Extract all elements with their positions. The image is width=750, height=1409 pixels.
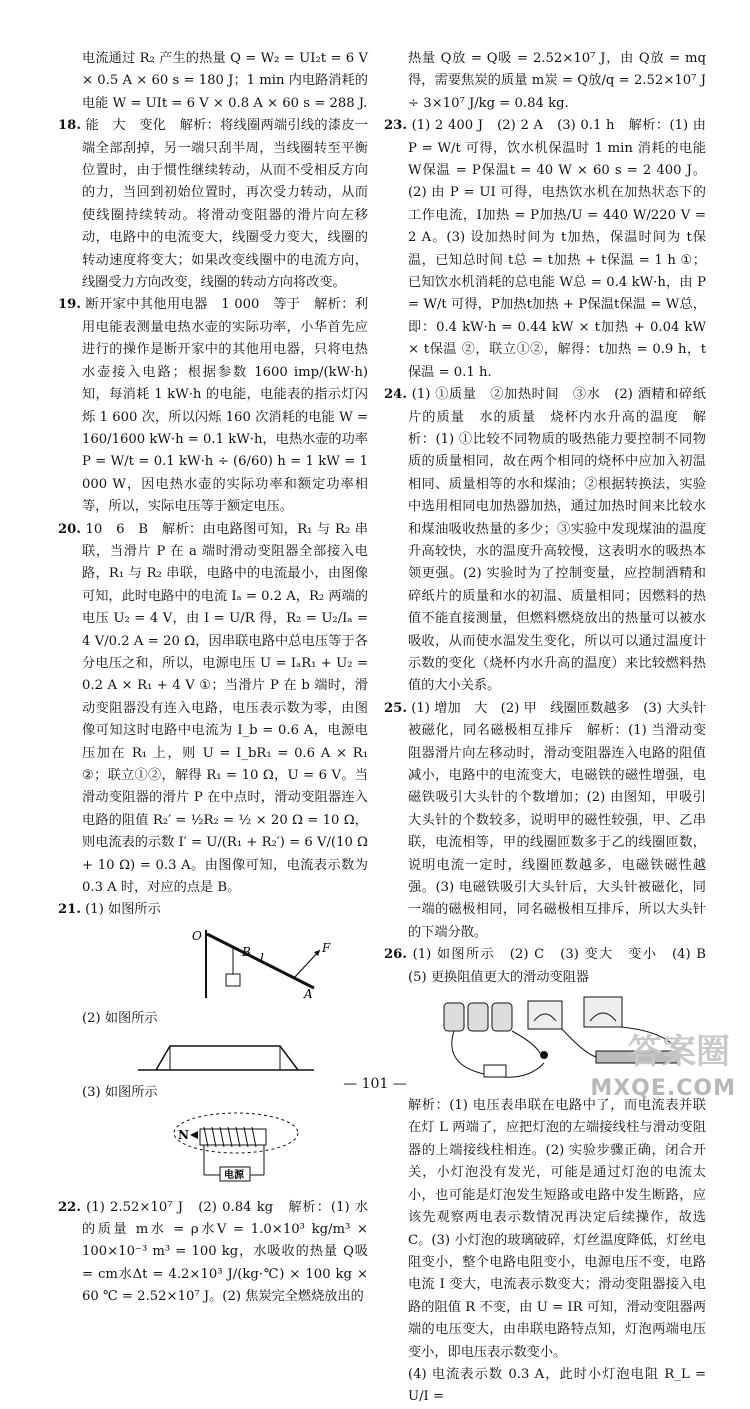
force-f-label: F — [322, 940, 331, 955]
watermark: MXQE.COM — [590, 1076, 736, 1101]
answer-text: 能 大 变化 解析：将线圈两端引线的漆皮一端全部刮掉，另一端只刮半周，当线圈转至平衡位置时，由于惯性继续转动，从而不受相反方向的力，当回到初始位置时，再次受力转动，从而使线圈持续转动。将滑动变阻器的滑片向左移动，电路中的电流变大，线圈受力变大，线圈的转动速度将变大；如果改变线圈中的电流方向，线圈受力方向改变，线圈的转动方向将改变。 — [82, 118, 368, 291]
answer-text: 断开家中其他用电器 1 000 等于 解析：利用电能表测量电热水壶的实际功率，小华首先应进行的操作是断开家中的其他用电器，只将电热水壶接入电路；根据参数 1600 imp/(kW·h) 知，每消耗 1 kW·h 的电能，电能表的指示灯闪烁 1 600 次，所以闪烁 160 次消耗的电能 W = 160/1600 kW·h = 0.1 kW·h，电热水壶的功率 P = W/t = 0.1 kW·h ÷ (6/60) h = 1 kW = 1 000 W，因电热水壶的实际功率和额定功率相等，所以，实际电压等于额定电压。 — [82, 297, 368, 515]
answer-text: (1) 如图所示 — [85, 902, 161, 918]
answer-21-3: (3) 如图所示 — [82, 1085, 158, 1101]
lever-arm-label: l — [260, 950, 264, 965]
question-number: 18. — [58, 118, 81, 134]
question-number: 25. — [384, 700, 407, 716]
answer-19 — [58, 294, 368, 518]
answer-text: (1) 增加 大 (2) 甲 线圈匝数越多 (3) 大头针被磁化，同名磁极相互排斥 解析：(1) 当滑动变阻器滑片向左移动时，滑动变阻器连入电路的阻值减小，电路中的电流变大，电磁铁的磁性增强，电磁铁吸引大头针的个数增加；(2) 由图知，甲吸引大头针的个数较多，说明甲的磁性较强，甲、乙串联，电流相等，甲的线圈匝数多于乙的线圈匝数，说明电流一定时，线圈匝数越多，电磁铁磁性越强。(3) 电磁铁吸引大头针后，大头针被磁化，同一端的磁极相同，同名磁极相互排斥，所以大头针的下端分散。 — [408, 700, 706, 940]
question-number: 26. — [384, 947, 407, 963]
question-number: 24. — [384, 387, 407, 403]
question-number: 19. — [58, 297, 81, 313]
electromagnet-diagram — [58, 1109, 368, 1191]
answer-text: (1) 2.52×10⁷ J (2) 0.84 kg 解析：(1) 水的质量 m水 = ρ水V = 1.0×10³ kg/m³ × 100×10⁻³ m³ = 100 kg，水吸收的热量 Q吸 = cm水Δt = 4.2×10³ J/(kg·℃) × 100 kg × 60 ℃ = 2.52×10⁷ J。(2) 焦炭完全燃烧放出的 — [82, 1199, 369, 1305]
answer-25 — [384, 698, 706, 944]
answer-26 — [384, 944, 720, 989]
bridge-diagram — [58, 1034, 368, 1076]
watermark-logo: 答案圈 — [628, 1032, 730, 1072]
question-number: 22. — [58, 1199, 81, 1215]
point-b-label: B — [242, 944, 251, 959]
point-o-label: O — [192, 928, 202, 943]
answer-20 — [58, 519, 368, 900]
question-number: 20. — [58, 521, 81, 537]
paragraph-cont: 电流通过 R₂ 产生的热量 Q = W₂ = UI₂t = 6 V × 0.5 A × 60 s = 180 J；1 min 内电路消耗的电能 W = UIt = 6 V × 0.8 A × 60 s = 288 J. — [82, 51, 368, 111]
right-column — [384, 48, 720, 1409]
lever-diagram — [58, 926, 368, 1002]
answer-18 — [58, 115, 368, 294]
answer-text: 10 6 B 解析：由电路图可知，R₁ 与 R₂ 串联，当滑片 P 在 a 端时滑动变阻器全部接入电路，R₁ 与 R₂ 串联，电路中的电流最小，由图像可知，此时电路中的电流 Iₐ = 0.2 A，R₂ 两端的电压 U₂ = 4 V，由 I = U/R 得，R₂ = U₂/Iₐ = 4 V/0.2 A = 20 Ω，因串联电路中总电压等于各分电压之和，所以，电源电压 U = IₐR₁ + U₂ = 0.2 A × R₁ + 4 V ①；当滑片 P 在 b 端时，滑动变阻器没有连入电路，电压表示数为零，由图像可知这时电路中电流为 I_b = 0.6 A，电源电压加在 R₁ 上，则 U = I_bR₁ = 0.6 A × R₁ ②；联立①②，解得 R₁ = 10 Ω，U = 6 V。当滑动变阻器的滑片 P 在中点时，滑动变阻器连入电路的阻值 R₂′ = ½R₂ = ½ × 20 Ω = 10 Ω，则电流表的示数 I′ = U/(R₁ + R₂′) = 6 V/(10 Ω + 10 Ω) = 0.3 A。由图像可知，电流表示数为 0.3 A 时，对应的点是 B。 — [82, 521, 368, 896]
answer-text: (1) 如图所示 (2) C (3) 变大 变小 (4) B (5) 更换阻值更大的滑动变阻器 — [408, 947, 720, 985]
answer-26-4: (4) 电流表示数 0.3 A，此时小灯泡电阻 R_L = U/I = — [408, 1366, 706, 1405]
power-source-label: 电源 — [224, 1169, 244, 1181]
question-number: 23. — [384, 118, 407, 134]
answer-21-2: (2) 如图所示 — [82, 1010, 158, 1026]
left-column — [58, 48, 368, 1309]
answer-text: (1) ①质量 ②加热时间 ③水 (2) 酒精和碎纸片的质量 水的质量 烧杯内水升高的温度 解析：(1) ①比较不同物质的吸热能力要控制不同物质的质量相同，故在两个相同的烧杯中应加入初温相同、质量相等的水和煤油；②根据转换法，实验中选用相同电加热器加热，通过加热时间来比较水和煤油吸收热量的多少；③实验中发现煤油的温度升高较快，水的温度升高较慢，这表明水的吸热本领更强。(2) 实验时为了控制变量，应控制酒精和碎纸片的质量和水的初温、质量相同；因燃料的热值不能直接测量，但燃料燃烧放出的热量可以被水吸收，从而使水温发生变化，所以可以通过温度计示数的变化（烧杯内水升高的温度）来比较燃料热值的大小关系。 — [408, 387, 706, 694]
answer-24 — [384, 384, 706, 698]
answer-22 — [58, 1197, 368, 1309]
point-a-label: A — [304, 986, 313, 1001]
page-number: — 101 — — [343, 1076, 407, 1092]
paragraph-cont: 热量 Q放 = Q吸 = 2.52×10⁷ J，由 Q放 = mq 得，需要焦炭的质量 m炭 = Q放/q = 2.52×10⁷ J ÷ 3×10⁷ J/kg = 0.84 kg. — [408, 51, 706, 111]
question-number: 21. — [58, 902, 81, 918]
answer-21 — [58, 899, 368, 921]
answer-26-analysis: 解析：(1) 电压表串联在电路中了，而电流表并联在灯 L 两端了，应把灯泡的左端接线柱与滑动变阻器的上端接线柱相连。(2) 实验步骤正确，闭合开关，小灯泡没有发光，可能是通过灯泡的电流太小，也可能是灯泡发生短路或电路中发生断路，应该先观察两电表示数情况再决定后续操作，故选 C。(3) 小灯泡的玻璃破碎，灯丝温度降低，灯丝电阻变小，整个电路电阻变小，电源电压不变，电路电流 I 变大，电流表示数变大；滑动变阻器接入电路的阻值 R 不变，由 U = IR 可知，滑动变阻器两端的电压变大，由串联电路特点知，灯泡两端电压变小，即电压表示数变小。 — [408, 1098, 706, 1360]
answer-23 — [384, 115, 706, 384]
north-pole-label: N — [178, 1127, 189, 1142]
answer-text: (1) 2 400 J (2) 2 A (3) 0.1 h 解析：(1) 由 P = W/t 可得，饮水机保温时 1 min 消耗的电能 W保温 = P保温t = 40 W × 60 s = 2 400 J。(2) 由 P = UI 可得，电热饮水机在加热状态下的工作电流，I加热 = P加热/U = 440 W/220 V = 2 A。(3) 设加热时间为 t加热，保温时间为 t保温，已知总时间 t总 = t加热 + t保温 = 1 h ①；已知饮水机消耗的总电能 W总 = 0.4 kW·h，由 P = W/t 可得，P加热t加热 + P保温t保温 = W总，即：0.4 kW·h = 0.44 kW × t加热 + 0.04 kW × t保温 ②，联立①②，解得：t加热 = 0.9 h，t保温 = 0.1 h. — [408, 118, 706, 380]
